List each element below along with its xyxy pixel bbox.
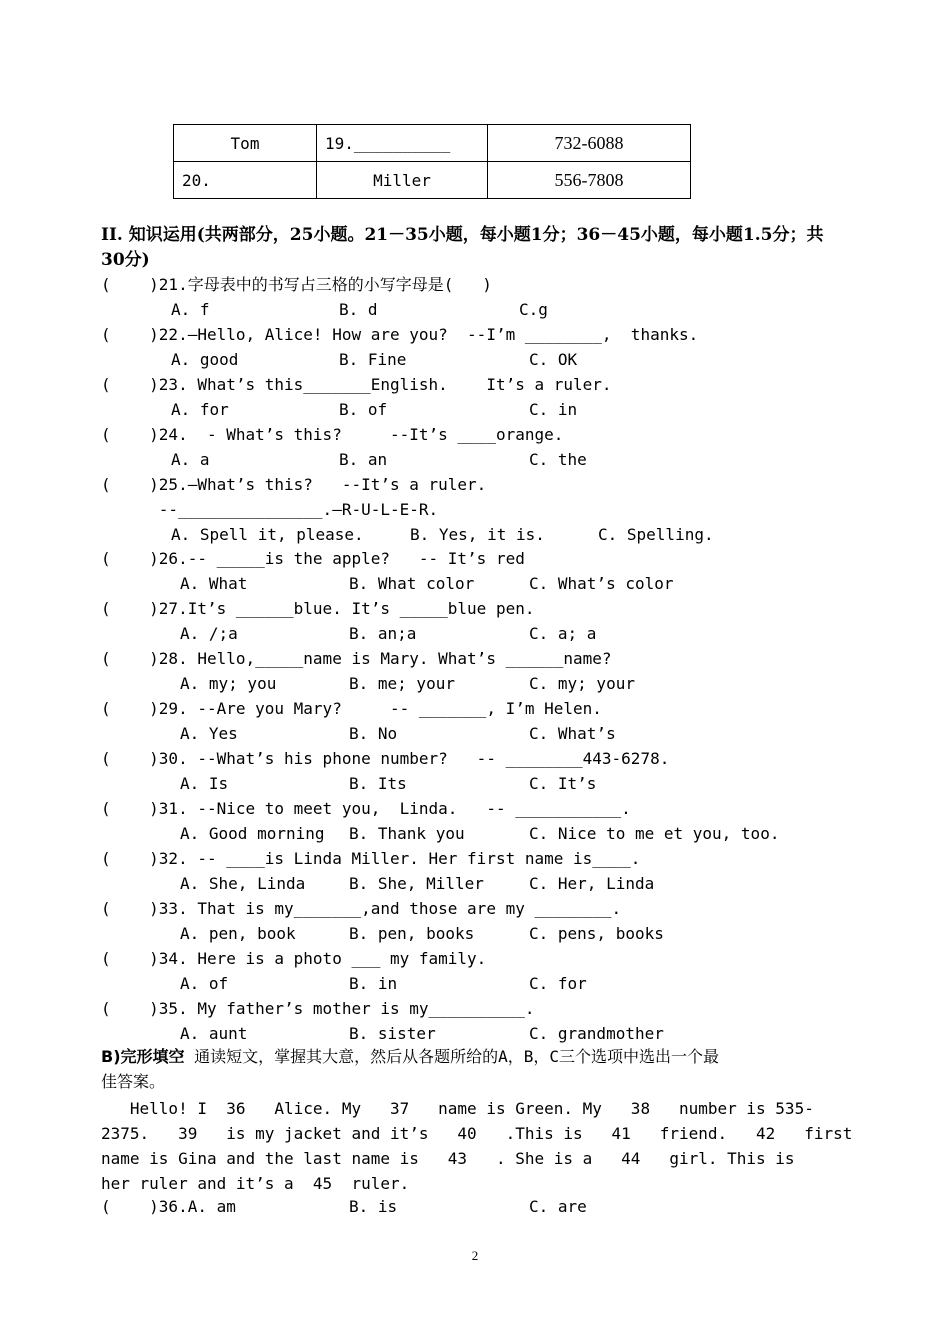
- table-cell: 19.__________: [317, 125, 488, 162]
- option-c: C. Nice to me et you, too.: [529, 824, 780, 843]
- option-b: B. Thank you: [349, 824, 465, 843]
- option-c: C. Spelling.: [598, 525, 714, 544]
- option-b: B. of: [339, 400, 388, 419]
- option-c: C. pens, books: [529, 924, 664, 943]
- option-c: C. OK: [529, 350, 578, 369]
- option-b: B. Fine: [339, 350, 407, 369]
- cloze-passage-line: 2375. 39 is my jacket and it’s 40 .This is 41 friend. 42 first: [101, 1124, 853, 1143]
- question-25-line2: --_______________.—R-U-L-E-R.: [101, 500, 439, 519]
- option-a: A. aunt: [180, 1024, 248, 1043]
- option-b: B. an: [339, 450, 388, 469]
- option-b: B. d: [339, 300, 378, 319]
- option-b: B. me; your: [349, 674, 455, 693]
- option-b: B. Its: [349, 774, 407, 793]
- option-b: B. No: [349, 724, 398, 743]
- question-21: ( )21.字母表中的书写占三格的小写字母是( ): [101, 275, 492, 294]
- option-a: A. Good morning: [180, 824, 325, 843]
- question-28: ( )28. Hello,_____name is Mary. What’s ______name?: [101, 649, 612, 668]
- option-c: C. grandmother: [529, 1024, 664, 1043]
- option-c: C. in: [529, 400, 578, 419]
- question-32: ( )32. -- ____is Linda Miller. Her first name is____.: [101, 849, 641, 868]
- option-b: B. sister: [349, 1024, 436, 1043]
- section-heading: II. 知识运用(共两部分，25小题。21－35小题，每小题1分；36－45小题，每小题1.5分；共30分): [101, 225, 824, 270]
- option-c: C. are: [529, 1197, 587, 1216]
- question-29: ( )29. --Are you Mary? -- _______, I’m Helen.: [101, 699, 602, 718]
- option-a: A. She, Linda: [180, 874, 306, 893]
- question-23: ( )23. What’s this_______English. It’s a ruler.: [101, 375, 612, 394]
- option-a: A. Spell it, please.: [171, 525, 364, 544]
- option-c: C. What’s: [529, 724, 616, 743]
- question-33: ( )33. That is my_______,and those are my ________.: [101, 899, 622, 918]
- option-a: A. of: [180, 974, 229, 993]
- option-b: B. Yes, it is.: [410, 525, 545, 544]
- option-a: A. a: [171, 450, 210, 469]
- option-c: C.g: [519, 300, 548, 319]
- table-cell: Miller: [317, 162, 488, 199]
- option-a: A. Yes: [180, 724, 238, 743]
- question-31: ( )31. --Nice to meet you, Linda. -- ___________.: [101, 799, 631, 818]
- cloze-instruction: [101, 1046, 719, 1068]
- option-b: B. in: [349, 974, 398, 993]
- option-a: A. pen, book: [180, 924, 296, 943]
- table-cell: 732-6088: [488, 125, 691, 162]
- option-a: A. /;a: [180, 624, 238, 643]
- name-phone-table: [173, 124, 691, 199]
- question-25: ( )25.—What’s this? --It’s a ruler.: [101, 475, 487, 494]
- option-a: A. f: [171, 300, 210, 319]
- option-b: B. She, Miller: [349, 874, 484, 893]
- option-a: A. Is: [180, 774, 229, 793]
- option-b: B. an;a: [349, 624, 417, 643]
- option-c: C. my; your: [529, 674, 635, 693]
- option-a: A. What: [180, 574, 248, 593]
- option-b: B. pen, books: [349, 924, 475, 943]
- table-row: [174, 125, 691, 162]
- question-22: ( )22.—Hello, Alice! How are you? --I’m ________, thanks.: [101, 325, 699, 344]
- cloze-instruction-cont: 佳答案。: [101, 1072, 166, 1091]
- cloze-passage-line: name is Gina and the last name is 43 . She is a 44 girl. This is: [101, 1149, 795, 1168]
- table-cell: 556-7808: [488, 162, 691, 199]
- option-b: B. What color: [349, 574, 475, 593]
- table-cell: Tom: [174, 125, 317, 162]
- page-number: 2: [471, 1248, 479, 1263]
- option-a: A. my; you: [180, 674, 277, 693]
- option-a: A. good: [171, 350, 239, 369]
- question-24: ( )24. - What’s this? --It’s ____orange.: [101, 425, 564, 444]
- question-26: ( )26.-- _____is the apple? -- It’s red: [101, 549, 525, 568]
- option-c: C. for: [529, 974, 587, 993]
- cloze-passage-line: Hello! I 36 Alice. My 37 name is Green. My 38 number is 535-: [101, 1099, 814, 1118]
- table-cell: 20.: [174, 162, 317, 199]
- cloze-instruction-text: 通读短文，掌握其大意，然后从各题所给的A，B，C三个选项中选出一个最: [184, 1047, 720, 1066]
- option-a: A. for: [171, 400, 229, 419]
- question-36: ( )36.A. am: [101, 1197, 236, 1216]
- table-row: [174, 162, 691, 199]
- question-35: ( )35. My father’s mother is my__________.: [101, 999, 535, 1018]
- option-c: C. Her, Linda: [529, 874, 655, 893]
- option-b: B. is: [349, 1197, 398, 1216]
- option-c: C. What’s color: [529, 574, 674, 593]
- option-c: C. a; a: [529, 624, 597, 643]
- cloze-passage-line: her ruler and it’s a 45 ruler.: [101, 1174, 410, 1193]
- question-34: ( )34. Here is a photo ___ my family.: [101, 949, 487, 968]
- question-30: ( )30. --What’s his phone number? -- ________443-6278.: [101, 749, 670, 768]
- option-c: C. the: [529, 450, 587, 469]
- option-c: C. It’s: [529, 774, 597, 793]
- cloze-label: B)完形填空: [101, 1047, 185, 1066]
- question-27: ( )27.It’s ______blue. It’s _____blue pen.: [101, 599, 535, 618]
